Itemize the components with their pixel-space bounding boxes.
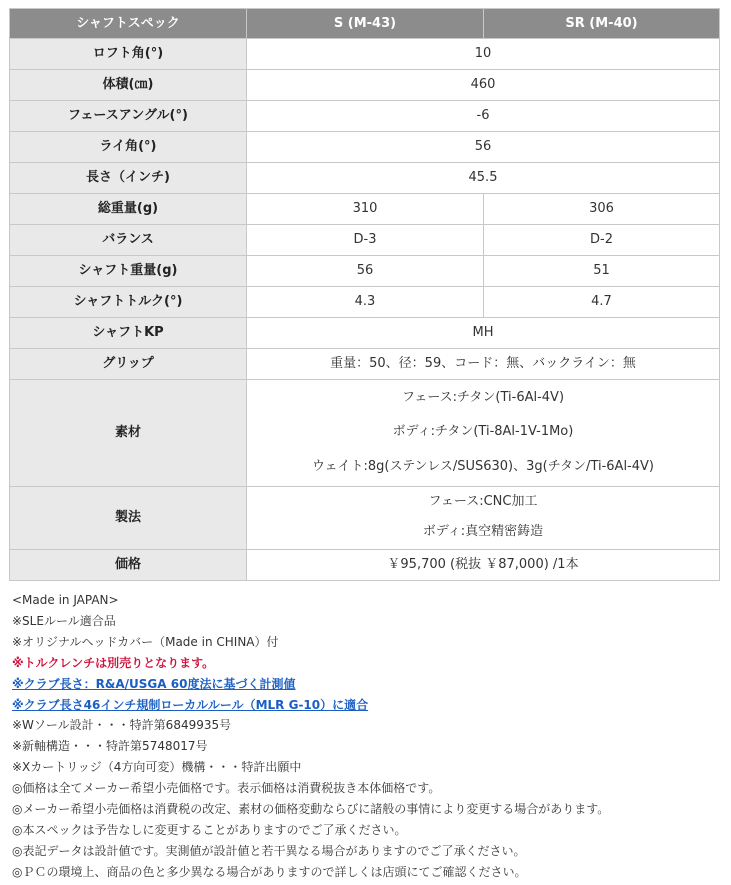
row-value-sr: 51 [484, 256, 720, 287]
table-row [10, 101, 720, 132]
table-row [10, 194, 720, 225]
material-line: ウェイト:8g(ステンレス/SUS630)、3g(チタン/Ti-6Al-4V) [312, 459, 654, 474]
table-row [10, 132, 720, 163]
header-spec: シャフトスペック [10, 9, 247, 39]
note-pc-colors: ◎ＰＣの環境上、商品の色と多少異なる場合がありますので詳しくは店頭にてご確認ください。 [12, 864, 527, 879]
table-row [10, 318, 720, 349]
row-value-sr: D-2 [484, 225, 720, 256]
row-value: 460 [247, 70, 720, 101]
note-made-in: <Made in JAPAN> [12, 593, 119, 607]
row-value: 重量：50、径：59、コード：無、バックライン：無 [247, 349, 720, 380]
table-row [10, 380, 720, 487]
material-line: ボディ:チタン(Ti-8Al-1V-1Mo) [392, 424, 574, 439]
table-header-row [10, 9, 720, 39]
note-patent-cartridge: ※Xカートリッジ（4方向可変）機構・・・特許出願中 [12, 760, 302, 775]
row-label: グリップ [10, 349, 247, 380]
row-value-sr: 4.7 [484, 287, 720, 318]
table-row [10, 256, 720, 287]
table-row [10, 225, 720, 256]
table-row [10, 39, 720, 70]
row-label: シャフトトルク(°) [10, 287, 247, 318]
row-value-s: 4.3 [247, 287, 484, 318]
table-row [10, 287, 720, 318]
row-value-multiline [247, 380, 720, 487]
row-value-s: 56 [247, 256, 484, 287]
row-label: 総重量(g) [10, 194, 247, 225]
table-row [10, 550, 720, 581]
row-label: 体積(㎝) [10, 70, 247, 101]
row-value-multiline [247, 487, 720, 550]
note-price: ◎価格は全てメーカー希望小売価格です。表示価格は消費税抜き本体価格です。 [12, 781, 441, 796]
row-value-s: 310 [247, 194, 484, 225]
notes-list [12, 590, 722, 883]
note-line [12, 674, 722, 695]
club-length-link[interactable]: ※クラブ長さ：R&A/USGA 60度法に基づく計測値 [12, 676, 296, 691]
row-value: 10 [247, 39, 720, 70]
note-patent-axis: ※新軸構造・・・特許第5748017号 [12, 739, 208, 754]
row-label: シャフトKP [10, 318, 247, 349]
spec-table [9, 8, 720, 581]
row-value-s: D-3 [247, 225, 484, 256]
row-label: ロフト角(°) [10, 39, 247, 70]
table-row [10, 349, 720, 380]
table-row [10, 163, 720, 194]
note-torque-wrench: ※トルクレンチは別売りとなります。 [12, 655, 215, 670]
header-s: S (M-43) [247, 9, 484, 39]
row-label: シャフト重量(g) [10, 256, 247, 287]
note-spec-change: ◎本スペックは予告なしに変更することがありますのでご了承ください。 [12, 822, 407, 837]
row-label: 製法 [10, 487, 247, 550]
row-value: ￥95,700 (税抜 ￥87,000) /1本 [247, 550, 720, 581]
note-line [12, 695, 722, 716]
method-line: ボディ:真空精密鋳造 [422, 524, 544, 539]
material-line: フェース:チタン(Ti-6Al-4V) [401, 390, 565, 405]
row-label: フェースアングル(°) [10, 101, 247, 132]
note-sle: ※SLEルール適合品 [12, 613, 116, 628]
note-headcover: ※オリジナルヘッドカバー（Made in CHINA）付 [12, 634, 279, 649]
row-value: -6 [247, 101, 720, 132]
table-row [10, 487, 720, 550]
row-label: ライ角(°) [10, 132, 247, 163]
header-sr: SR (M-40) [484, 9, 720, 39]
method-line: フェース:CNC加工 [428, 494, 538, 509]
row-value-sr: 306 [484, 194, 720, 225]
note-design-values: ◎表記データは設計値です。実測値が設計値と若干異なる場合がありますのでご了承ください。 [12, 843, 526, 858]
row-label: 素材 [10, 380, 247, 487]
note-price-change: ◎メーカー希望小売価格は消費税の改定、素材の価格変動ならびに諸般の事情により変更する場合があります。 [12, 802, 610, 817]
row-value: MH [247, 318, 720, 349]
row-value: 45.5 [247, 163, 720, 194]
row-label: 価格 [10, 550, 247, 581]
row-label: 長さ（インチ) [10, 163, 247, 194]
mlr-link[interactable]: ※クラブ長さ46インチ規制ローカルルール（MLR G-10）に適合 [12, 697, 369, 712]
note-patent-sole: ※Wソール設計・・・特許第6849935号 [12, 718, 232, 733]
table-row [10, 70, 720, 101]
row-value: 56 [247, 132, 720, 163]
row-label: バランス [10, 225, 247, 256]
